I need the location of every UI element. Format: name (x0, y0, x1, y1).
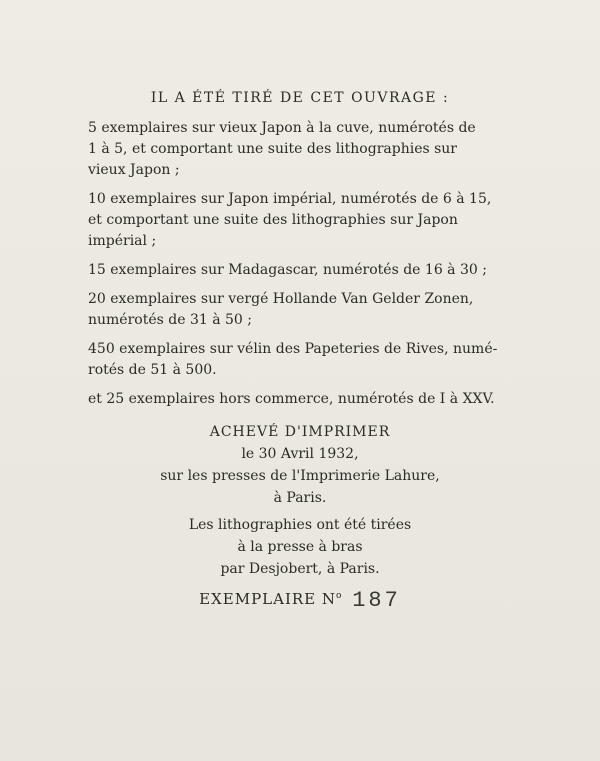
entry-line: et comportant une suite des lithographies sur Japon (88, 212, 458, 228)
entry-line: 10 exemplaires sur Japon impérial, numérotés de 6 à 15, (88, 191, 492, 207)
edition-entry-madagascar (88, 260, 506, 281)
litho-line: par Desjobert, à Paris. (220, 561, 380, 577)
litho-line: Les lithographies ont été tirées (188, 517, 412, 533)
entry-line: vieux Japon ; (88, 162, 180, 178)
edition-entry-vieux-japon (88, 118, 506, 181)
colophon-place: à Paris. (273, 490, 327, 506)
entry-line: 1 à 5, et comportant une suite des lithographies sur (88, 141, 458, 157)
edition-entry-japon-imperial (88, 189, 506, 252)
printing-colophon (0, 421, 600, 509)
entry-line: et 25 exemplaires hors commerce, numérotés de I à XXV. (88, 391, 495, 407)
edition-list (88, 118, 506, 418)
colophon-title: ACHEVÉ D'IMPRIMER (209, 424, 391, 440)
copy-number (0, 588, 600, 613)
litho-line: à la presse à bras (237, 539, 363, 555)
copy-label-text: EXEMPLAIRE N (199, 590, 337, 608)
edition-entry-hollande (88, 289, 506, 331)
colophon-press: sur les presses de l'Imprimerie Lahure, (160, 468, 440, 484)
colophon-date: le 30 Avril 1932, (241, 446, 359, 462)
lithograph-note (0, 514, 600, 580)
entry-line: 5 exemplaires sur vieux Japon à la cuve, numérotés de (88, 120, 476, 136)
print-run-heading: IL A ÉTÉ TIRÉ DE CET OUVRAGE : (150, 90, 450, 106)
entry-line: 20 exemplaires sur vergé Hollande Van Gelder Zonen, (88, 291, 474, 307)
entry-line: impérial ; (88, 233, 157, 249)
entry-line: 450 exemplaires sur vélin des Papeteries de Rives, numé- (88, 341, 498, 357)
copy-label (199, 590, 342, 608)
edition-entry-hors-commerce (88, 389, 506, 410)
entry-line: rotés de 51 à 500. (88, 362, 217, 378)
entry-line: numérotés de 31 à 50 ; (88, 312, 253, 328)
entry-line: 15 exemplaires sur Madagascar, numérotés de 16 à 30 ; (88, 262, 487, 278)
copy-label-superscript: o (336, 591, 343, 601)
edition-entry-velin (88, 339, 506, 381)
copy-number-value: 187 (352, 588, 401, 613)
